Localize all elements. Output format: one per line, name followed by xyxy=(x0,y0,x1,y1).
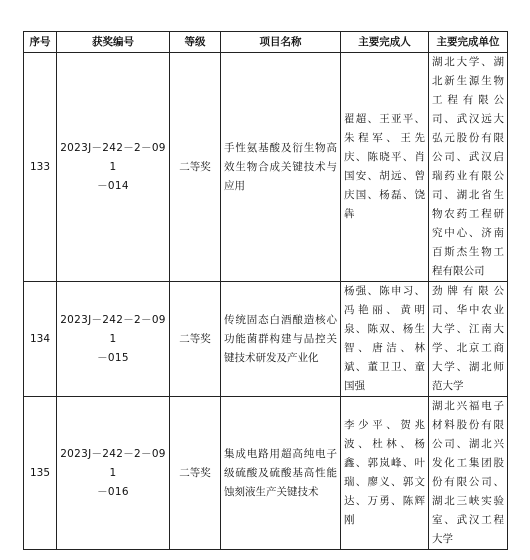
header-grade: 等级 xyxy=(170,32,221,53)
award-code-line2: －015 xyxy=(97,351,129,364)
row-grade: 二等奖 xyxy=(170,282,221,397)
row-grade: 二等奖 xyxy=(170,53,221,282)
table-row xyxy=(24,397,508,550)
table-row xyxy=(24,282,508,397)
row-award-code xyxy=(57,397,170,550)
row-seq: 133 xyxy=(24,53,57,282)
awards-table xyxy=(23,31,508,550)
row-award-code xyxy=(57,282,170,397)
award-code-line2: －016 xyxy=(97,485,129,498)
table-header-row xyxy=(24,32,508,53)
row-main-people: 翟超、王亚平、朱程军、王先庆、陈晓平、肖国安、胡远、曾庆国、杨磊、饶犇 xyxy=(341,53,429,282)
header-main-units: 主要完成单位 xyxy=(429,32,508,53)
row-main-units: 劲牌有限公司、华中农业大学、江南大学、北京工商大学、湖北师范大学 xyxy=(429,282,508,397)
row-award-code xyxy=(57,53,170,282)
row-main-people: 李少平、贺兆波、杜林、杨鑫、郭岚峰、叶瑞、廖义、郭文达、万勇、陈辉刚 xyxy=(341,397,429,550)
award-code-line1: 2023J－242－2－091 xyxy=(60,447,166,479)
row-seq: 134 xyxy=(24,282,57,397)
row-main-people: 杨强、陈申习、冯艳丽、黄明泉、陈双、杨生智、唐洁、林斌、董卫卫、童国强 xyxy=(341,282,429,397)
row-project-name: 手性氨基酸及衍生物高效生物合成关键技术与应用 xyxy=(221,53,341,282)
table-row xyxy=(24,53,508,282)
header-main-people: 主要完成人 xyxy=(341,32,429,53)
row-grade: 二等奖 xyxy=(170,397,221,550)
row-main-units: 湖北大学、湖北新生源生物工程有限公司、武汉远大弘元股份有限公司、武汉启瑞药业有限公司、湖北省生物农药工程研究中心、济南百斯杰生物工程有限公司 xyxy=(429,53,508,282)
row-seq: 135 xyxy=(24,397,57,550)
award-code-line1: 2023J－242－2－091 xyxy=(60,141,166,173)
row-project-name: 集成电路用超高纯电子级硫酸及硫酸基高性能蚀刻液生产关键技术 xyxy=(221,397,341,550)
award-code-line1: 2023J－242－2－091 xyxy=(60,313,166,345)
row-main-units: 湖北兴福电子材料股份有限公司、湖北兴发化工集团股份有限公司、湖北三峡实验室、武汉工程大学 xyxy=(429,397,508,550)
award-code-line2: －014 xyxy=(97,179,129,192)
header-project-name: 项目名称 xyxy=(221,32,341,53)
header-seq: 序号 xyxy=(24,32,57,53)
row-project-name: 传统固态白酒酿造核心功能菌群构建与品控关键技术研发及产业化 xyxy=(221,282,341,397)
header-award-code: 获奖编号 xyxy=(57,32,170,53)
